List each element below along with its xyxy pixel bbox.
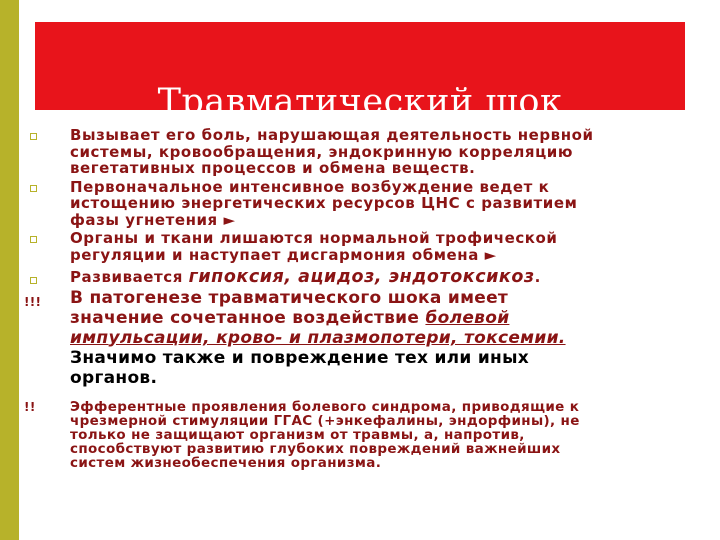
bullet-line: истощению энергетических ресурсов ЦНС с развитием bbox=[70, 194, 578, 212]
bullet-line: вегетативных процессов и обмена веществ. bbox=[70, 159, 476, 177]
bullet-line: регуляции и наступает дисгармония обмена ► bbox=[70, 245, 497, 264]
square-bullet-icon bbox=[30, 133, 37, 140]
slide-content bbox=[18, 127, 698, 470]
bullet-item bbox=[18, 230, 698, 263]
bullet-line: В патогенезе травматического шока имеет bbox=[70, 287, 509, 308]
bullet-line: Органы и ткани лишаются нормальной трофической bbox=[70, 229, 558, 247]
bullet-item bbox=[18, 400, 698, 470]
bullet-line: Эфферентные проявления болевого синдрома, приводящие к bbox=[70, 398, 580, 415]
underlined-text: болевой bbox=[425, 307, 510, 328]
bullet-line: способствуют развитию глубоких повреждений важнейших bbox=[70, 440, 561, 457]
bullet-line: фазы угнетения ► bbox=[70, 210, 236, 229]
bullet-item bbox=[18, 179, 698, 229]
bullet-line bbox=[70, 308, 698, 328]
bullet-line: только не защищают организм от травмы, а, напротив, bbox=[70, 426, 525, 443]
bullet-suffix: . bbox=[534, 268, 541, 286]
bullet-emphasis: гипоксия, ацидоз, эндотоксикоз bbox=[188, 267, 535, 287]
underlined-line: импульсации, крово- и плазмопотери, токсемии. bbox=[70, 327, 566, 348]
exclamation-marker: !! bbox=[24, 399, 36, 414]
bullet-prefix: Развивается bbox=[70, 268, 189, 286]
bullet-text: значение сочетанное воздействие bbox=[70, 307, 426, 328]
bullet-line: Первоначальное интенсивное возбуждение ведет к bbox=[70, 177, 550, 196]
bullet-line: чрезмерной стимуляции ГГАС (+энкефалины, эндорфины), не bbox=[70, 412, 580, 429]
bullet-line: Значимо также и повреждение тех или иных bbox=[70, 347, 530, 368]
square-bullet-icon bbox=[30, 277, 37, 284]
slide-title: Травматический шок bbox=[157, 82, 563, 122]
bullet-line bbox=[70, 269, 698, 286]
exclamation-marker: !!! bbox=[24, 294, 42, 309]
sidebar-strip bbox=[0, 0, 19, 540]
bullet-line: Вызывает его боль, нарушающая деятельность нервной bbox=[70, 126, 594, 144]
bullet-item bbox=[18, 288, 698, 388]
title-banner bbox=[35, 22, 685, 122]
bullet-line: систем жизнеобеспечения организма. bbox=[70, 454, 382, 471]
square-bullet-icon bbox=[30, 185, 37, 192]
bullet-line: органов. bbox=[70, 367, 158, 388]
bullet-item bbox=[18, 127, 698, 177]
bullet-line: системы, кровообращения, эндокринную корреляцию bbox=[70, 142, 573, 161]
square-bullet-icon bbox=[30, 236, 37, 243]
bullet-item bbox=[18, 269, 698, 286]
